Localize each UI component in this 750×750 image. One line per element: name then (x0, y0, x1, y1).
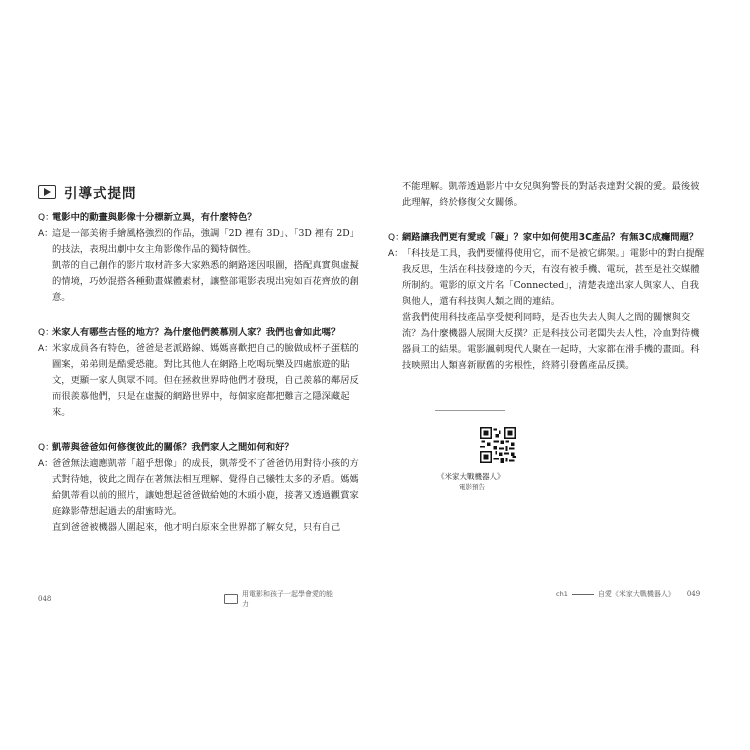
answer (38, 456, 360, 520)
answer-text: 米家成員各有特色，爸爸是老派路線、媽媽喜歡把自己的臉做成杯子蛋糕的圖案，弟弟則是酷愛恐龍。對比其他人在網路上吃喝玩樂及四處旅遊的貼文，更顯一家人與眾不同。但在拯救世界時他們才發現，自己羨慕的鄰居反而很羨慕他們，只是在虛擬的網路世界中，每個家庭都把難言之隱深藏起來。 (52, 343, 359, 418)
a-label: A： (388, 249, 404, 259)
qr-caption: 《米家大戰機器人》 (437, 472, 505, 481)
qr-section (425, 410, 543, 492)
right-column (388, 179, 708, 374)
right-page (375, 0, 750, 750)
question (38, 440, 360, 456)
qr-subcaption: 電影預告 (459, 483, 485, 491)
chapter-label: ch1 (556, 590, 568, 598)
page-number: 048 (38, 595, 52, 603)
a-label: A： (38, 344, 54, 354)
question-text: 米家人有哪些古怪的地方？為什麼他們羨慕別人家？我們也會如此嗎？ (52, 327, 341, 338)
chapter-title: 自愛《米家大戰機器人》 (597, 590, 675, 598)
a-label: A： (38, 229, 54, 239)
q-label: Q： (38, 443, 55, 453)
question (38, 325, 360, 341)
answer (38, 341, 360, 421)
answer (38, 226, 360, 258)
answer-paragraph: 凱蒂的自己創作的影片取材許多大家熟悉的網路迷因哏圖，搭配真實與虛擬的情境，巧妙混搭各種動畫媒體素材，讓整部電影表現出宛如百花齊放的創意。 (52, 260, 359, 303)
answer-text: 這是一部美術手繪風格強烈的作品，強調「2D 裡有 3D」、「3D 裡有 2D」的技法，表現出劇中女主角影像作品的獨特個性。 (52, 228, 360, 255)
answer-text: 爸爸無法適應凱蒂「超乎想像」的成長，凱蒂受不了爸爸仍用對待小孩的方式對待她，彼此之間存在著無法相互理解、覺得自己犧牲太多的矛盾。媽媽給凱蒂看以前的照片，讓她想起爸爸做給她的木頭小鹿，接著又透過觀賞家庭錄影帶想起過去的甜蜜時光。 (52, 458, 359, 517)
left-column (38, 208, 360, 536)
heading-title: 引導式提問 (64, 186, 137, 202)
q-label: Q： (388, 233, 405, 243)
answer-paragraph: 直到爸爸被機器人圍起來，他才明白原來全世界都了解女兒，只有自己 (52, 522, 341, 533)
continuation-paragraph: 不能理解。凱蒂透過影片中女兒與狗警長的對話表達對父親的愛。最後彼此理解，終於修復父女關係。 (402, 181, 700, 208)
q-label: Q： (38, 213, 55, 223)
answer-text: 「科技是工具，我們要懂得使用它，而不是被它綁架。」電影中的對白提醒我反思，生活在科技發達的今天，有沒有被手機、電玩，甚至是社交媒體所制約。電影的原文片名「Connected」，清楚表達出家人與家人、自我與他人，還有科技與人類之間的連結。 (402, 248, 705, 307)
right-footer (556, 589, 700, 599)
answer (388, 246, 708, 310)
question (38, 210, 360, 226)
play-icon (38, 185, 56, 199)
question-text: 網路讓我們更有愛或「礙」？家中如何使用3C產品？有無3C成癮問題？ (402, 232, 699, 243)
answer-paragraph: 當我們使用科技產品享受便利同時，是否也失去人與人之間的關懷與交流？為什麼機器人展開大反撲？正是科技公司老闆失去人性，冷血對待機器員工的結果。電影諷刺現代人聚在一起時，大家都在滑手機的畫面。科技映照出人類喜新厭舊的劣根性，終將引發舊產品反撲。 (402, 312, 700, 371)
page-number: 049 (686, 590, 701, 598)
a-label: A： (38, 459, 54, 469)
divider (435, 410, 505, 411)
question (388, 230, 708, 246)
question-text: 電影中的動畫與影像十分標新立異，有什麼特色？ (52, 212, 257, 223)
question-text: 凱蒂與爸爸如何修復彼此的關係？我們家人之間如何和好？ (52, 442, 294, 453)
qr-code-icon[interactable] (480, 427, 516, 463)
q-label: Q： (38, 328, 55, 338)
section-heading (38, 182, 137, 202)
left-footer (38, 589, 338, 609)
book-title: 用電影和孩子一起學會愛的能力 (241, 590, 333, 608)
footer-rule (572, 594, 594, 595)
film-icon (224, 594, 238, 604)
